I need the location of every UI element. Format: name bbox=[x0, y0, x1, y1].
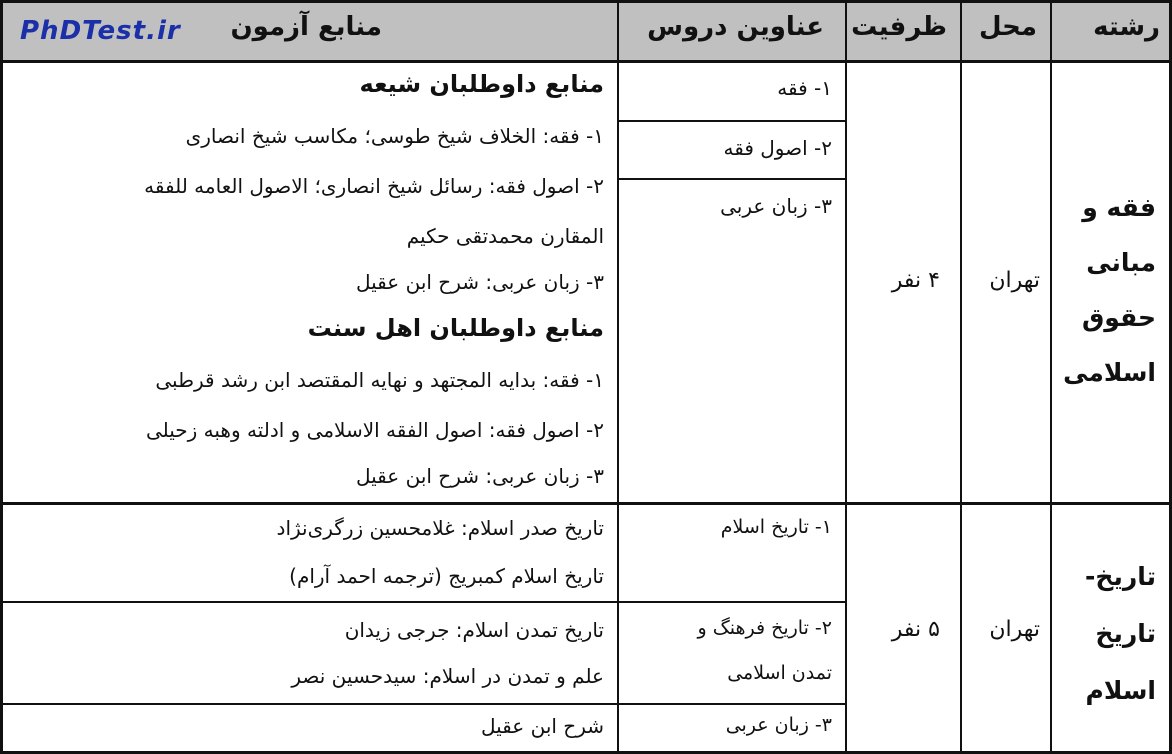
header-sources: منابع آزمون bbox=[230, 12, 382, 42]
row1-location: تهران bbox=[989, 268, 1040, 293]
sunni-source-1: ۱- فقه: بدایه المجتهد و نهایه المقتصد ابن رشد قرطبی bbox=[155, 368, 604, 392]
row2-source-4: علم و تمدن در اسلام: سیدحسین نصر bbox=[291, 664, 604, 688]
shia-source-1: ۱- فقه: الخلاف شیخ طوسی؛ مکاسب شیخ انصاری bbox=[185, 124, 604, 148]
row2-source-2: تاریخ اسلام کمبریج (ترجمه احمد آرام) bbox=[289, 564, 604, 588]
row2-field: تاریخ- تاریخ اسلام bbox=[1085, 562, 1156, 705]
row1-course-1: ۱- فقه bbox=[777, 76, 832, 100]
brand-logo: PhDTest.ir bbox=[20, 16, 181, 46]
header-capacity: ظرفیت bbox=[851, 12, 947, 42]
shia-source-2: ۲- اصول فقه: رسائل شیخ انصاری؛ الاصول العامه للفقه bbox=[144, 174, 604, 198]
shia-source-3: المقارن محمدتقی حکیم bbox=[406, 224, 604, 248]
row2-location: تهران bbox=[989, 617, 1040, 642]
sunni-heading: منابع داوطلبان اهل سنت bbox=[307, 314, 604, 342]
sunni-source-2: ۲- اصول فقه: اصول الفقه الاسلامی و ادلته وهبه زحیلی bbox=[145, 418, 604, 442]
row2-capacity: ۵ نفر bbox=[891, 617, 940, 642]
row1-capacity: ۴ نفر bbox=[891, 268, 940, 293]
row1-course-2: ۲- اصول فقه bbox=[723, 136, 832, 160]
header-field: رشته bbox=[1093, 12, 1160, 42]
row2-source-1: تاریخ صدر اسلام: غلامحسین زرگری‌نژاد bbox=[276, 516, 604, 540]
row2-source-3: تاریخ تمدن اسلام: جرجی زیدان bbox=[344, 618, 604, 642]
row2-course-3: ۳- زبان عربی bbox=[725, 714, 832, 736]
row2-source-5: شرح ابن عقیل bbox=[481, 714, 604, 738]
row2-course-1: ۱- تاریخ اسلام bbox=[720, 516, 832, 538]
header-courses: عناوین دروس bbox=[647, 12, 824, 42]
row2-course-2-cont: تمدن اسلامی bbox=[727, 662, 832, 684]
row1-field: فقه و مبانی حقوق اسلامی bbox=[1063, 193, 1156, 387]
sunni-source-3: ۳- زبان عربی: شرح ابن عقیل bbox=[356, 464, 604, 488]
row1-course-3: ۳- زبان عربی bbox=[720, 194, 832, 218]
row2-course-2: ۲- تاریخ فرهنگ و bbox=[697, 617, 832, 639]
shia-heading: منابع داوطلبان شیعه bbox=[359, 70, 604, 98]
shia-source-4: ۳- زبان عربی: شرح ابن عقیل bbox=[356, 270, 604, 294]
header-location: محل bbox=[978, 12, 1037, 42]
